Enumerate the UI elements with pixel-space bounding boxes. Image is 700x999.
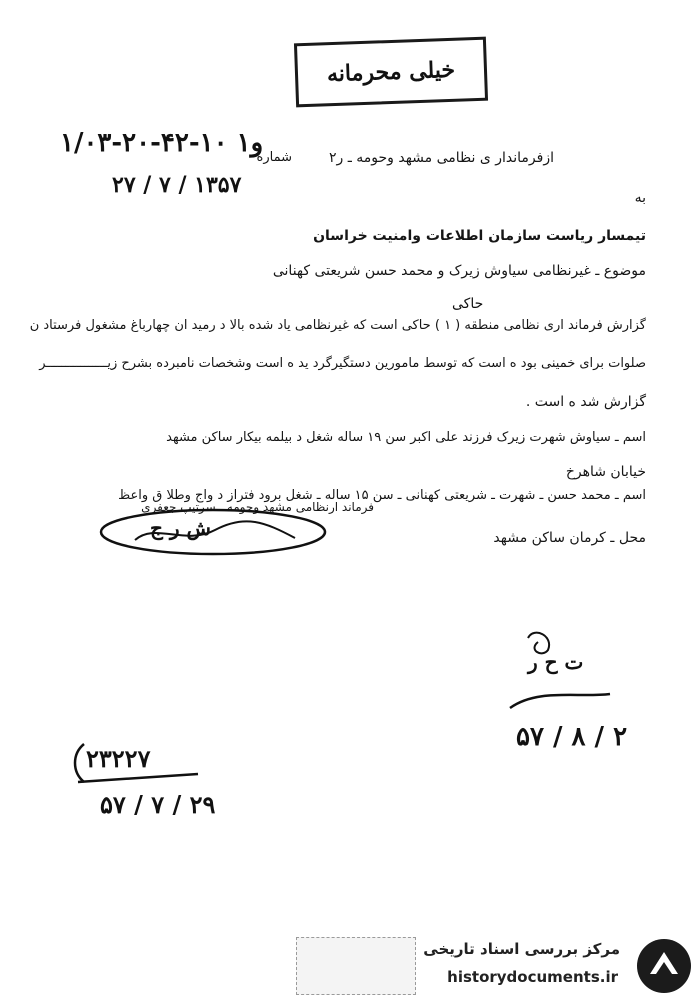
body-line-3: گزارش شد ه است . [525, 394, 646, 410]
body-line-2: صلوات برای خمینی بود ه است که توسط مامورین دستگیرگرد ید ه است وشخصات نامبرده بشرح زیــــــــــــــــر [39, 356, 646, 371]
signature-title: فرماند ارنظامی مشهد وحومه ـ سرتیپ جعفری [141, 500, 374, 514]
right-note: ت ح ر [528, 650, 584, 674]
person-1-line-b: خیابان شاهرخ [565, 464, 646, 480]
to-line: تیمسار ریاست سازمان اطلاعات وامنیت خراسان [313, 228, 646, 244]
classification-stamp-label: خیلی محرمانه [326, 56, 456, 88]
signature-oval-icon [95, 502, 335, 562]
right-handwriting-icon [498, 628, 618, 728]
number-label: شماره [256, 150, 292, 165]
person-2-line-b: محل ـ کرمان ساکن مشهد [493, 530, 646, 546]
watermark-text-url: historydocuments.ir [447, 968, 618, 986]
from-line: ازفرماندار ی نظامی مشهد وحومه ـ ر۲ [328, 150, 554, 166]
receipt-date: ۵۷ / ۷ / ۲۹ [100, 790, 216, 819]
body-insert-note: حاکی [452, 296, 484, 312]
classification-stamp [294, 37, 488, 108]
watermark [420, 930, 700, 999]
signature-initials: ش ر ج [150, 516, 211, 540]
subject-line: موضوع ـ غیرنظامی سیاوش زیرک و محمد حسن شریعتی کهنانی [272, 263, 646, 279]
body-line-1: گزارش فرماند اری نظامی منطقه ( ۱ ) حاکی است که غیرنظامی یاد شده بالا د رمید ان چهارباغ مشغول فرستاد ن [29, 318, 646, 333]
date-value: ۲۷ / ۷ / ۱۳۵۷ [112, 172, 242, 198]
archive-logo-icon [634, 936, 694, 996]
receipt-number: ۲۳۲۲۷ [86, 744, 151, 773]
bottom-faded-stamp [296, 937, 416, 995]
watermark-text-fa: مرکز بررسی اسناد تاریخی [423, 940, 620, 958]
right-date: ۵۷ / ۸ / ۲ [516, 722, 628, 752]
to-label: به [634, 190, 646, 206]
person-1-line-a: اسم ـ سیاوش شهرت زیرک فرزند علی اکبر سن ۱۹ ساله شغل د بیلمه بیکار ساکن مشهد [166, 430, 646, 445]
person-2-line-a: اسم ـ محمد حسن ـ شهرت ـ شریعتی کهنانی ـ سن ۱۵ ساله ـ شغل برود فتراز د واج وطلا ق واعظ [118, 488, 646, 503]
number-value: ۱/۰۳-۲۰-۴۲-۱۰ و۱ [60, 128, 264, 158]
